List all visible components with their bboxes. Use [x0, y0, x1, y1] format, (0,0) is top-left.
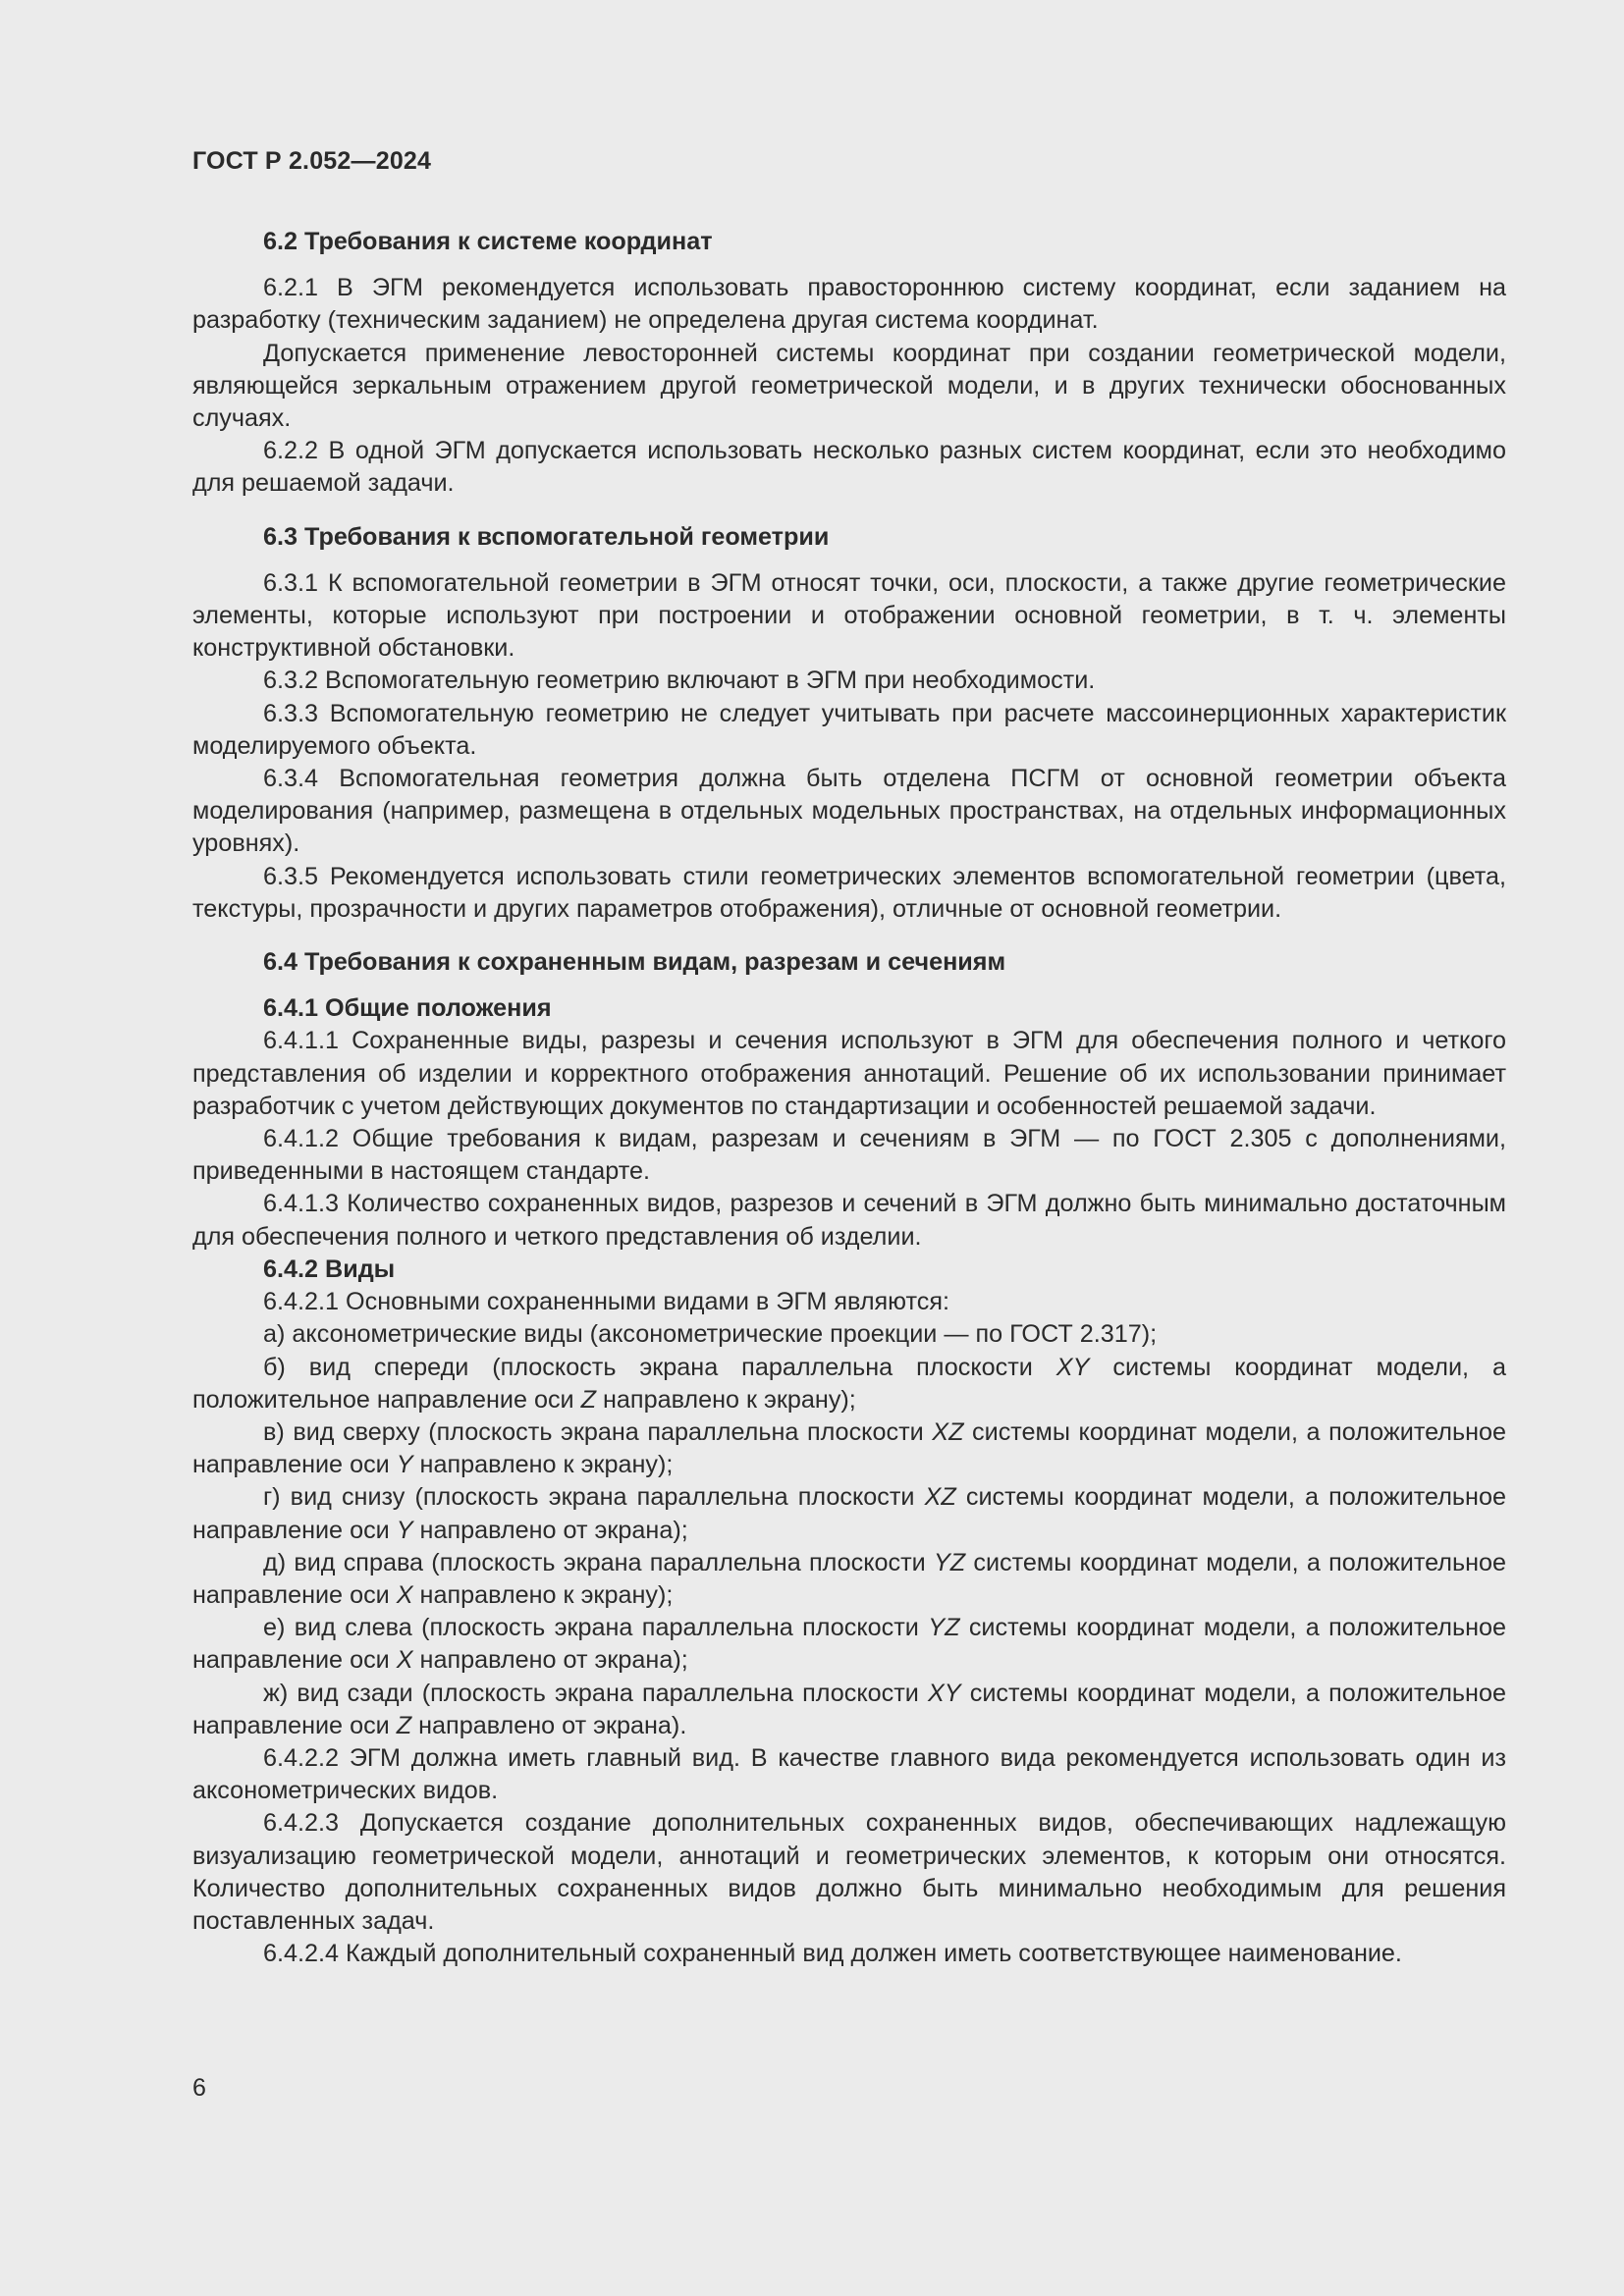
paragraph-6-2-1-cont: Допускается применение левосторонней системы координат при создании геометрической модели, являющейся зеркальным отражением другой геометрической модели, и в других технически обоснованных случаях. [192, 339, 1506, 433]
list-item-g: г) вид снизу (плоскость экрана параллельна плоскости XZ системы координат модели, а положительное направление оси Y направлено от экрана); [192, 1483, 1506, 1544]
paragraph-6-4-2-4: 6.4.2.4 Каждый дополнительный сохраненный вид должен иметь соответствующее наименование. [263, 1940, 1402, 1968]
paragraph-6-3-4: 6.3.4 Вспомогательная геометрия должна быть отделена ПСГМ от основной геометрии объекта моделирования (например, размещена в отдельных модельных пространствах, на отдельных информационных уровнях). [192, 765, 1506, 858]
paragraph-6-4-2-2: 6.4.2.2 ЭГМ должна иметь главный вид. В качестве главного вида рекомендуется использовать один из аксонометрических видов. [192, 1743, 1506, 1805]
paragraph-6-4-2-1: 6.4.2.1 Основными сохраненными видами в ЭГМ являются: [263, 1288, 950, 1316]
paragraph-6-4-1-1: 6.4.1.1 Сохраненные виды, разрезы и сечения используют в ЭГМ для обеспечения полного и четкого представления об изделии и корректного отображения аннотаций. Решение об их использовании принимает разработчик с учетом действующих документов по стандартизации и особенностей решаемой задачи. [192, 1027, 1506, 1120]
list-item-a: а) аксонометрические виды (аксонометрические проекции — по ГОСТ 2.317); [263, 1320, 1158, 1349]
paragraph-6-2-1: 6.2.1 В ЭГМ рекомендуется использовать правостороннюю систему координат, если заданием на разработку (техническим заданием) не определена другая система координат. [192, 274, 1506, 335]
paragraph-6-3-2: 6.3.2 Вспомогательную геометрию включают в ЭГМ при необходимости. [263, 667, 1096, 695]
paragraph-6-4-2-3: 6.4.2.3 Допускается создание дополнительных сохраненных видов, обеспечивающих надлежащую визуализацию геометрической модели, аннотаций и геометрических элементов, к которым они относятся. Количество дополнительных сохраненных видов должно быть минимально необходимым для решения поставленных задач. [192, 1809, 1506, 1935]
section-6-2-title: 6.2 Требования к системе координат [263, 228, 713, 255]
list-item-v: в) вид сверху (плоскость экрана параллельна плоскости XZ системы координат модели, а положительное направление оси Y направлено к экрану); [192, 1417, 1506, 1479]
section-6-4-title: 6.4 Требования к сохраненным видам, разрезам и сечениям [263, 948, 1006, 977]
list-item-d: д) вид справа (плоскость экрана параллельна плоскости YZ системы координат модели, а положительное направление оси X направлено к экрану); [192, 1548, 1506, 1609]
paragraph-6-3-5: 6.3.5 Рекомендуется использовать стили геометрических элементов вспомогательной геометрии (цвета, текстуры, прозрачности и других параметров отображения), отличные от основной геометрии. [192, 862, 1506, 923]
paragraph-6-2-2: 6.2.2 В одной ЭГМ допускается использовать несколько разных систем координат, если это необходимо для решаемой задачи. [192, 437, 1506, 498]
subsection-6-4-2-title: 6.4.2 Виды [263, 1255, 396, 1283]
subsection-6-4-1-title: 6.4.1 Общие положения [263, 994, 552, 1023]
paragraph-6-3-3: 6.3.3 Вспомогательную геометрию не следует учитывать при расчете массоинерционных характеристик моделируемого объекта. [192, 699, 1506, 760]
page-content [192, 226, 1506, 1970]
section-6-3-title: 6.3 Требования к вспомогательной геометрии [263, 522, 830, 551]
paragraph-6-4-1-3: 6.4.1.3 Количество сохраненных видов, разрезов и сечений в ЭГМ должно быть минимально достаточным для обеспечения полного и четкого представления об изделии. [192, 1190, 1506, 1251]
list-item-e: е) вид слева (плоскость экрана параллельна плоскости YZ системы координат модели, а положительное направление оси X направлено от экрана); [192, 1614, 1506, 1675]
paragraph-6-3-1: 6.3.1 К вспомогательной геометрии в ЭГМ относят точки, оси, плоскости, а также другие геометрические элементы, которые используют при построении и отображении основной геометрии, в т. ч. элементы конструктивной обстановки. [192, 568, 1506, 663]
document-header: ГОСТ Р 2.052—2024 [192, 147, 432, 175]
list-item-b: б) вид спереди (плоскость экрана параллельна плоскости XY системы координат модели, а положительное направление оси Z направлено к экрану); [192, 1353, 1506, 1414]
list-item-zh: ж) вид сзади (плоскость экрана параллельна плоскости XY системы координат модели, а положительное направление оси Z направлено от экрана). [192, 1679, 1506, 1739]
paragraph-6-4-1-2: 6.4.1.2 Общие требования к видам, разрезам и сечениям в ЭГМ — по ГОСТ 2.305 с дополнениями, приведенными в настоящем стандарте. [192, 1125, 1506, 1186]
page-number: 6 [192, 2074, 206, 2102]
